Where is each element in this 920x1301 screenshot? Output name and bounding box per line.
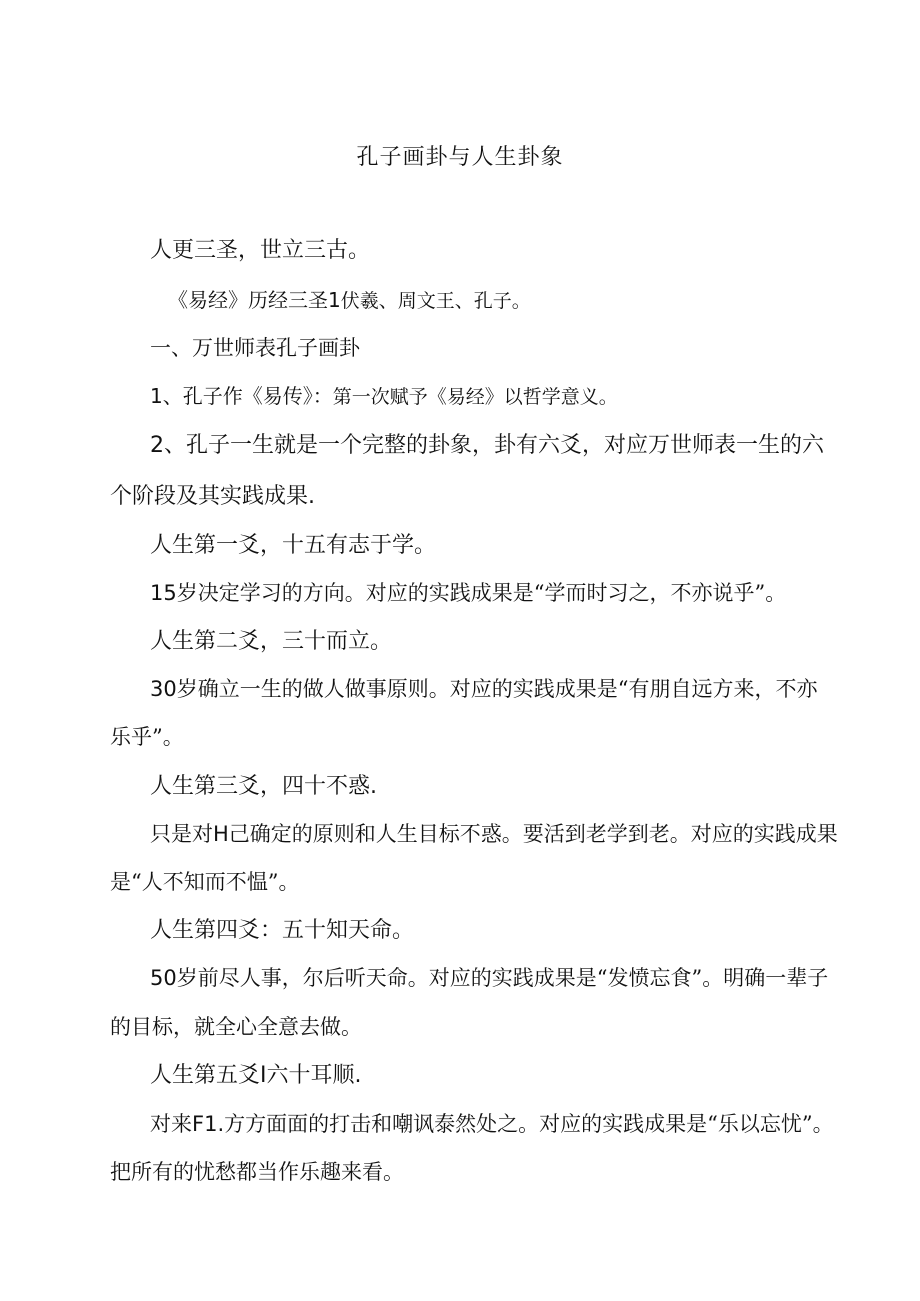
yao-1-age: 15 xyxy=(150,581,177,605)
point-1-prefix: 1、孔子作《易传》： xyxy=(150,384,333,408)
yao-2-text-line-2: 乐乎”。 xyxy=(110,725,184,749)
yao-3-text-line-2: 是“人不知而不愠”。 xyxy=(110,870,300,894)
yao-1-body: 岁决定学习的方向。对应的实践成果是“学而时习之，不亦说乎”。 xyxy=(176,581,787,605)
yao-5-text-b: F1. xyxy=(192,1112,225,1136)
intro-heading: 人更三圣，世立三古。 xyxy=(150,238,371,263)
yao-1-text xyxy=(150,577,786,607)
point-1-suffix: 第一次赋予《易经》以哲学意义。 xyxy=(332,386,618,408)
yao-2-heading: 人生第二爻，三十而立。 xyxy=(150,629,393,654)
yao-2-age: 30 xyxy=(150,677,177,701)
yao-5-text-c: 方方面面的打击和嘲讽泰然处之。对应的实践成果是“乐以忘忧”。 xyxy=(224,1112,834,1136)
yao-3-text-line-1 xyxy=(150,818,838,848)
yao-2-text-line-1 xyxy=(150,673,817,703)
intro-line-prefix: 《易经》历经三圣1 xyxy=(168,288,341,312)
point-2-line-2: 个阶段及其实践成果. xyxy=(110,484,315,509)
yao-4-heading: 人生第四爻：五十知天命。 xyxy=(150,918,415,943)
yao-5-text-line-2: 把所有的忧愁都当作乐趣来看。 xyxy=(110,1160,404,1184)
yao-5-text-a: 对来 xyxy=(150,1112,192,1136)
yao-3-text-b: H xyxy=(213,822,229,846)
yao-5-text-line-1 xyxy=(150,1108,834,1138)
yao-4-text-line-2: 的目标，就全心全意去做。 xyxy=(110,1015,362,1039)
intro-line xyxy=(168,284,531,313)
yao-3-text-a: 只是对 xyxy=(150,822,213,846)
section-one-heading: 一、万世师表孔子画卦 xyxy=(150,336,360,360)
yao-4-age: 50 xyxy=(150,966,177,990)
yao-1-heading: 人生第一爻，十五有志于学。 xyxy=(150,533,437,558)
point-2-line-1: 2、孔子一生就是一个完整的卦象，卦有六爻，对应万世师表一生的六 xyxy=(150,433,824,458)
yao-3-text-c: 己确定的原则和人生目标不惑。要活到老学到老。对应的实践成果 xyxy=(228,822,838,846)
yao-5-heading: 人生第五爻I六十耳顺. xyxy=(150,1063,362,1088)
yao-3-heading: 人生第三爻，四十不惑. xyxy=(150,774,377,799)
yao-2-body: 岁确立一生的做人做事原则。对应的实践成果是“有朋自远方来，不亦 xyxy=(176,677,818,701)
intro-line-suffix: 伏羲、周文王、孔子。 xyxy=(340,290,531,312)
yao-4-text-line-1 xyxy=(150,962,828,992)
yao-4-body: 岁前尽人事，尔后听天命。对应的实践成果是“发愤忘食”。明确一辈子 xyxy=(176,966,829,990)
point-1 xyxy=(150,380,618,409)
document-title: 孔子画卦与人生卦象 xyxy=(356,145,564,170)
